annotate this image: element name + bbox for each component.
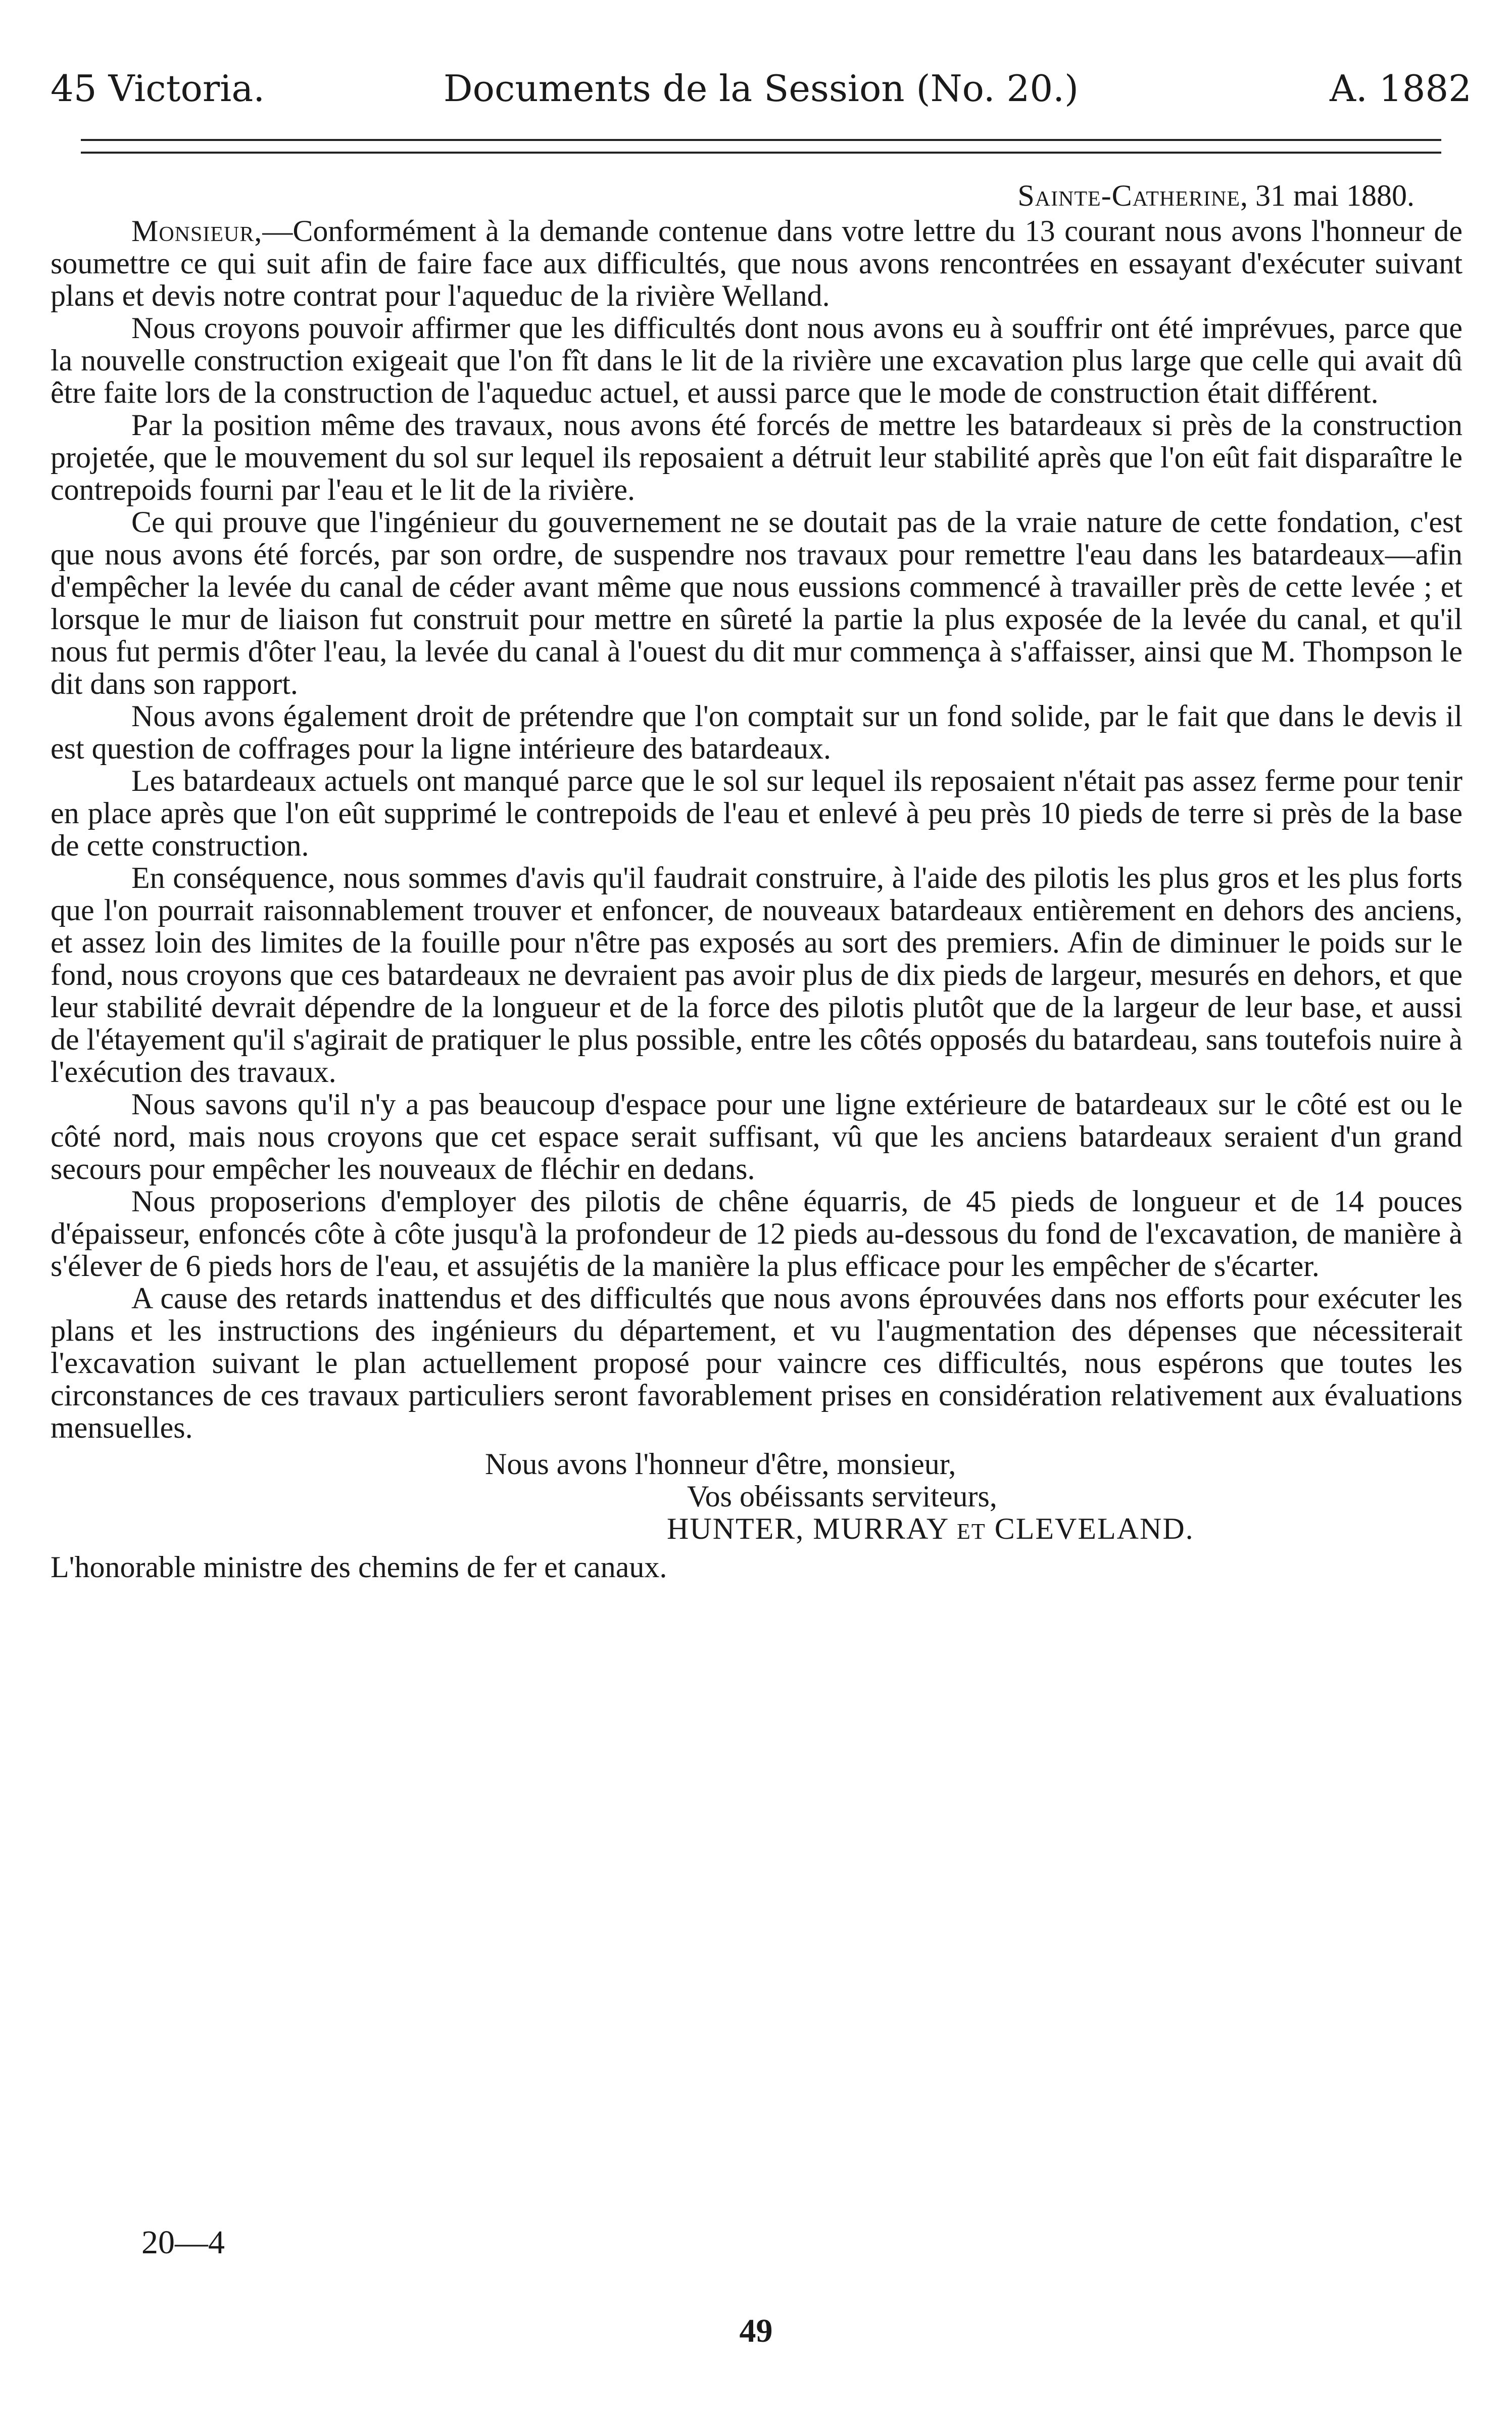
letter-body: [51, 179, 1462, 1583]
header-year: A. 1882: [1329, 67, 1472, 110]
paragraph-1-text: —Conformément à la demande contenue dans votre lettre du 13 courant nous avons l'honneur de soumettre ce qui suit afin de faire face aux difficultés, que nous avons rencontrées en essayant d'exécuter suivant plans et devis notre contrat pour l'aqueduc de la rivière Welland.: [51, 214, 1462, 312]
paragraph-3: Par la position même des travaux, nous avons été forcés de mettre les batardeaux si près de la construction projetée, que le mouvement du sol sur lequel ils reposaient a détruit leur stabilité après que l'on eût fait disparaître le contrepoids fourni par l'eau et le lit de la rivière.: [51, 408, 1462, 506]
paragraph-7: En conséquence, nous sommes d'avis qu'il faudrait construire, à l'aide des pilotis les plus gros et les plus forts que l'on pourrait raisonnablement trouver et enfoncer, de nouveaux batardeaux entièrement en dehors des anciens, et assez loin des limites de la fouille pour n'être pas exposés au sort des premiers. Afin de diminuer le poids sur le fond, nous croyons que ces batardeaux ne devraient pas avoir plus de dix pieds de largeur, mesurés en dehors, et que leur stabilité devrait dépendre de la longueur et de la force des pilotis plutôt que de la largeur de leur base, et aussi de l'étayement qu'il s'agirait de pratiquer le plus possible, entre les côtés opposés du batardeau, sans toutefois nuire à l'exécution des travaux.: [51, 861, 1462, 1088]
paragraph-10: A cause des retards inattendus et des difficultés que nous avons éprouvées dans nos efforts pour exécuter les plans et les instructions des ingénieurs du département, et vu l'augmentation des dépenses que nécessiterait l'excavation suivant le plan actuellement proposé pour vaincre ces difficultés, nous espérons que toutes les circonstances de ces travaux particuliers seront favorablement prises en considération relativement aux évaluations mensuelles.: [51, 1282, 1462, 1444]
signature-mark: 20—4: [141, 2224, 225, 2261]
salutation: Monsieur,: [131, 214, 263, 248]
dateline: [51, 179, 1462, 212]
dateline-date: , 31 mai 1880.: [1240, 179, 1415, 212]
closing-line-2: Vos obéissants serviteurs,: [687, 1480, 997, 1513]
header-rule-top: [81, 139, 1441, 141]
paragraph-5: Nous avons également droit de prétendre que l'on comptait sur un fond solide, par le fait que dans le devis il est question de coffrages pour la ligne intérieure des batardeaux.: [51, 699, 1462, 765]
signature-part-a: HUNTER, MURRAY: [667, 1512, 957, 1545]
signature-et: ET: [956, 1519, 986, 1544]
paragraph-1: [51, 215, 1462, 312]
dateline-place: Sainte-Catherine: [1017, 179, 1241, 212]
paragraph-2: Nous croyons pouvoir affirmer que les difficultés dont nous avons eu à souffrir ont été imprévues, parce que la nouvelle construction exigeait que l'on fît dans le lit de la rivière une excavation plus large que celle qui avait dû être faite lors de la construction de l'aqueduc actuel, et aussi parce que le mode de construction était différent.: [51, 311, 1462, 409]
paragraph-6: Les batardeaux actuels ont manqué parce que le sol sur lequel ils reposaient n'était pas assez ferme pour tenir en place après que l'on eût supprimé le contrepoids de l'eau et enlevé à peu près 10 pieds de terre si près de la base de cette construction.: [51, 764, 1462, 862]
paragraph-9: Nous proposerions d'employer des pilotis de chêne équarris, de 45 pieds de longueur et de 14 pouces d'épaisseur, enfoncés côte à côte jusqu'à la profondeur de 12 pieds au-dessous du fond de l'excavation, de manière à s'élever de 6 pieds hors de l'eau, et assujétis de la manière la plus efficace pour les empêcher de s'écarter.: [51, 1185, 1462, 1283]
signature-part-b: CLEVELAND.: [986, 1512, 1194, 1545]
header-rule-bottom: [81, 152, 1441, 154]
header-regnal-year: 45 Victoria.: [51, 67, 265, 110]
running-header: [51, 61, 1472, 116]
addressee: L'honorable ministre des chemins de fer et canaux.: [51, 1550, 667, 1584]
paragraph-8: Nous savons qu'il n'y a pas beaucoup d'espace pour une ligne extérieure de batardeaux sur le côté est ou le côté nord, mais nous croyons que cet espace serait suffisant, vû que les anciens batardeaux seraient d'un grand secours pour empêcher les nouveaux de fléchir en dedans.: [51, 1087, 1462, 1186]
closing-line-1: Nous avons l'honneur d'être, monsieur,: [485, 1447, 956, 1481]
header-title: Documents de la Session (No. 20.): [443, 67, 1079, 110]
closing-block: [51, 1448, 1462, 1548]
paragraph-4: Ce qui prouve que l'ingénieur du gouvernement ne se doutait pas de la vraie nature de cette fondation, c'est que nous avons été forcés, par son ordre, de suspendre nos travaux pour remettre l'eau dans les batardeaux—afin d'empêcher la levée du canal de céder avant même que nous eussions commencé à travailler près de cette levée ; et lorsque le mur de liaison fut construit pour mettre en sûreté la partie la plus exposée de la levée du canal, et qu'il nous fut permis d'ôter l'eau, la levée du canal à l'ouest du dit mur commença à s'affaisser, ainsi que M. Thompson le dit dans son rapport.: [51, 505, 1462, 700]
page-number: 49: [739, 2312, 773, 2349]
signature: [51, 1512, 1462, 1548]
